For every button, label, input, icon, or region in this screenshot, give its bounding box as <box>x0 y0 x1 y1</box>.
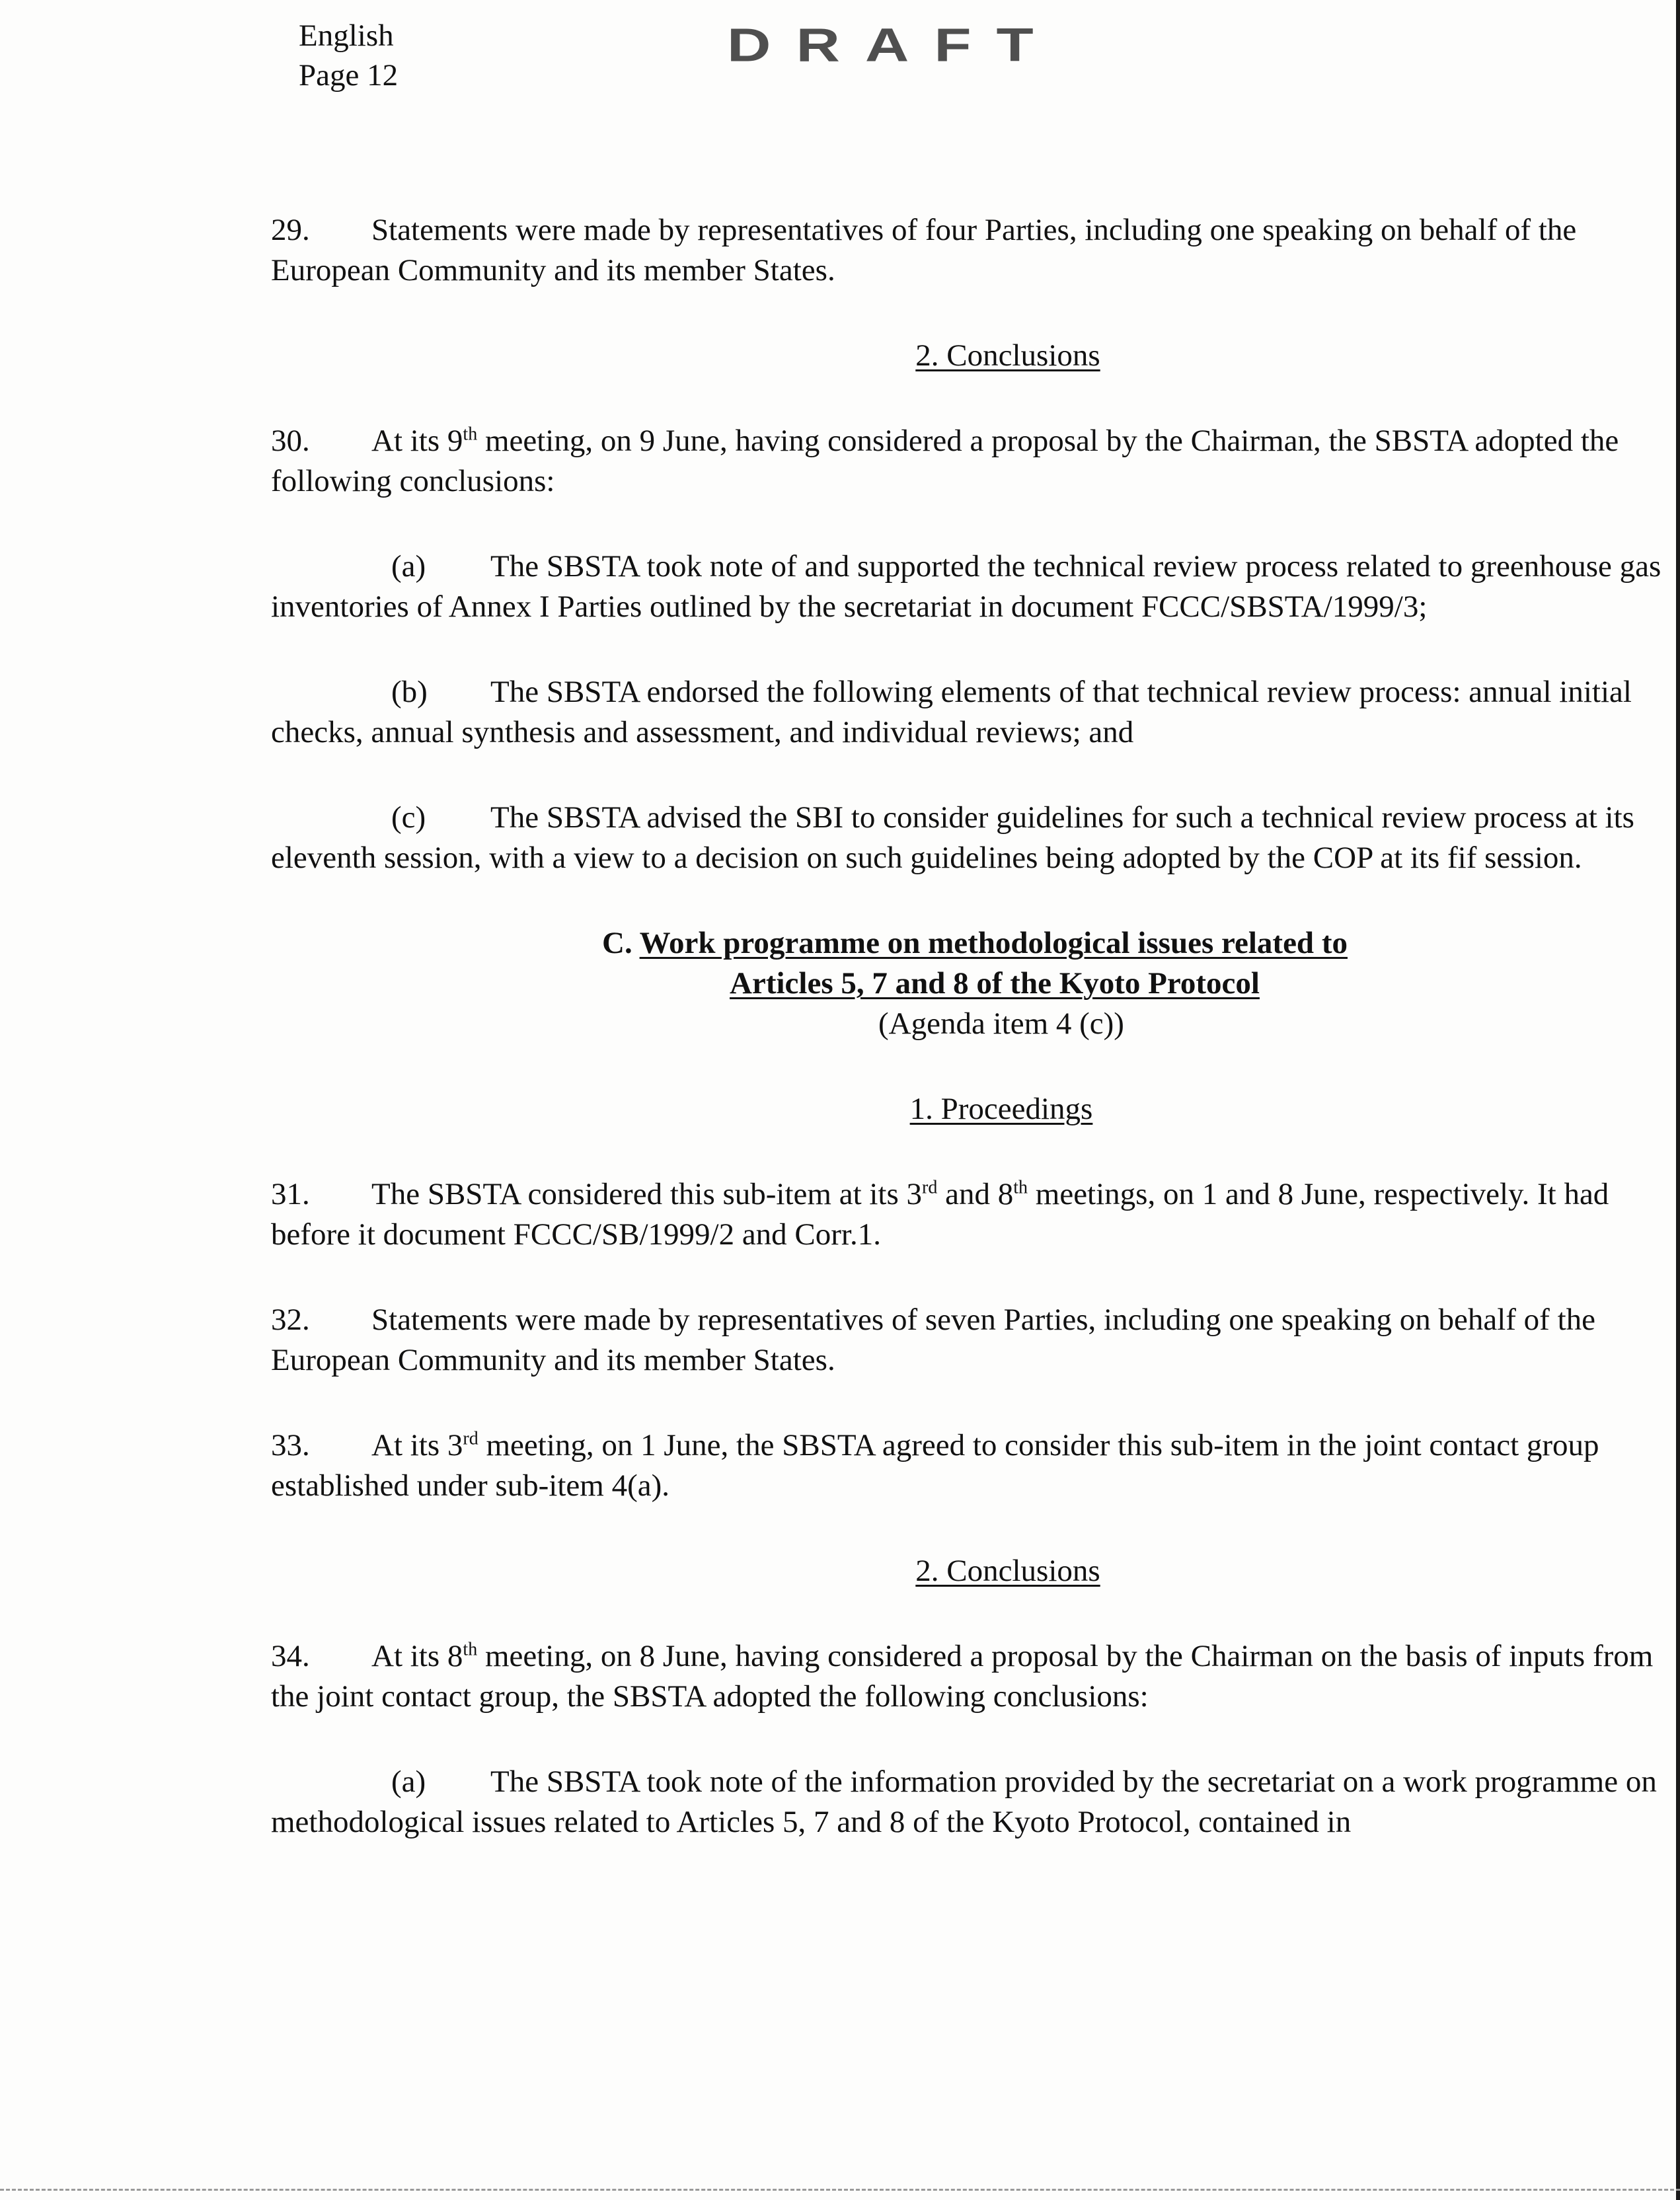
scan-bottom-line <box>0 2189 1680 2191</box>
paragraph-number: 34. <box>271 1639 310 1673</box>
paragraph-number: 30. <box>271 424 310 458</box>
paragraph-34: 34. At its 8th meeting, on 8 June, having considered a proposal by the Chairman on the basis of inputs from the joint contact group, the SBSTA adopted the following conclusions: <box>271 1636 1665 1717</box>
sub-letter: (b) <box>391 675 428 709</box>
sub-letter: (a) <box>391 1764 426 1799</box>
paragraph-30b: (b) The SBSTA endorsed the following elements of that technical review process: annual initial checks, annual synthesis and assessment, and individual reviews; and <box>271 672 1665 753</box>
conclusions-heading-1: 2. Conclusions <box>915 338 1100 373</box>
paragraph-33: 33. At its 3rd meeting, on 1 June, the SBSTA agreed to consider this sub-item in the joint contact group established under sub-item 4(a). <box>271 1425 1665 1506</box>
paragraph-number: 32. <box>271 1303 310 1337</box>
section-c-agenda: (Agenda item 4 (c)) <box>878 1006 1124 1041</box>
section-c-heading: C. Work programme on methodological issues related to <box>602 926 1348 960</box>
paragraph-34a: (a) The SBSTA took note of the information provided by the secretariat on a work programme on methodological issues related to Articles 5, 7 and 8 of the Kyoto Protocol, contained in <box>271 1762 1665 1842</box>
section-c-heading-line2: Articles 5, 7 and 8 of the Kyoto Protocol <box>730 966 1260 1001</box>
paragraph-32: 32. Statements were made by representatives of seven Parties, including one speaking on behalf of the European Community and its member States. <box>271 1300 1665 1381</box>
draft-stamp: DRAFT <box>727 19 1059 72</box>
sub-letter: (a) <box>391 549 426 584</box>
conclusions-heading-2: 2. Conclusions <box>915 1554 1100 1588</box>
page-header <box>299 16 398 95</box>
page-number: Page 12 <box>299 58 399 93</box>
paragraph-29 <box>271 210 1665 291</box>
language-label: English <box>299 19 394 53</box>
scan-edge-line <box>1676 0 1680 2200</box>
paragraph-30a: (a) The SBSTA took note of and supported the technical review process related to greenhouse gas inventories of Annex I Parties outlined by the secretariat in document FCCC/SBSTA/1999/3; <box>271 547 1665 627</box>
proceedings-heading: 1. Proceedings <box>909 1092 1093 1126</box>
sub-letter: (c) <box>391 800 426 835</box>
paragraph-30c: (c) The SBSTA advised the SBI to consider guidelines for such a technical review process at its eleventh session, with a view to a decision on such guidelines being adopted by the COP at its fif session. <box>271 798 1665 878</box>
paragraph-30: 30. At its 9th meeting, on 9 June, having considered a proposal by the Chairman, the SBSTA adopted the following conclusions: <box>271 421 1665 502</box>
paragraph-text: Statements were made by representatives of four Parties, including one speaking on behalf of the European Community and its member States. <box>271 213 1577 287</box>
paragraph-31: 31. The SBSTA considered this sub-item at its 3rd and 8th meetings, on 1 and 8 June, respectively. It had before it document FCCC/SB/1999/2 and Corr.1. <box>271 1174 1665 1255</box>
document-body <box>271 210 1665 1842</box>
paragraph-number: 31. <box>271 1177 310 1211</box>
paragraph-number: 29. <box>271 213 310 247</box>
paragraph-number: 33. <box>271 1428 310 1462</box>
